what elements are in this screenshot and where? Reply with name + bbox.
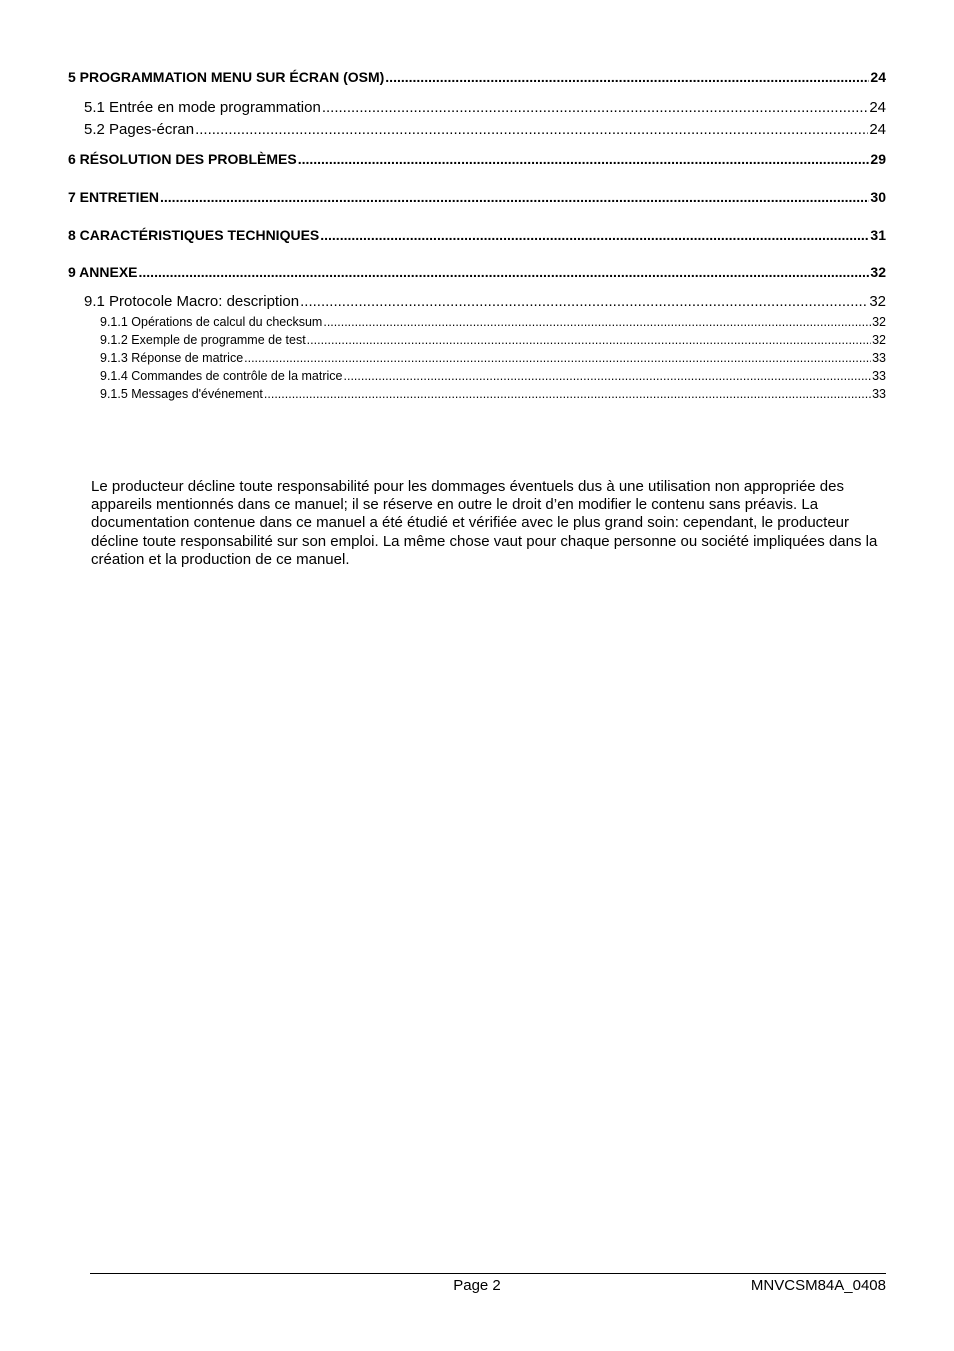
toc-entry-page: 31 [870,227,886,243]
toc-entry-subsection-9-1-5[interactable] [100,388,886,401]
toc-leader-dots [320,228,869,242]
toc-leader-dots [322,100,869,115]
toc-entry-title: 6 RÉSOLUTION DES PROBLÈMES [68,151,297,167]
toc-entry-chapter-9[interactable] [68,265,886,279]
toc-leader-dots [298,152,870,166]
toc-entry-page: 24 [870,69,886,85]
toc-entry-page: 33 [872,387,886,401]
toc-entry-section-5-1[interactable] [84,100,886,115]
toc-leader-dots [300,294,868,309]
toc-entry-chapter-5[interactable] [68,70,886,84]
toc-entry-title: 9.1 Protocole Macro: description [84,293,300,310]
toc-entry-page: 33 [872,369,886,383]
toc-leader-dots [264,388,871,401]
toc-entry-title: 7 ENTRETIEN [68,189,160,205]
toc-entry-chapter-7[interactable] [68,190,886,204]
toc-entry-subsection-9-1-2[interactable] [100,334,886,347]
toc-entry-page: 24 [869,99,886,116]
toc-entry-page: 32 [872,333,886,347]
toc-entry-page: 33 [872,351,886,365]
toc-leader-dots [385,70,869,84]
footer-document-code: MNVCSM84A_0408 [750,1277,886,1294]
toc-entry-subsection-9-1-1[interactable] [100,316,886,329]
footer-page-number: Page 2 [453,1277,501,1294]
toc-entry-title: 5.2 Pages-écran [84,121,195,138]
toc-entry-title: 8 CARACTÉRISTIQUES TECHNIQUES [68,227,320,243]
toc-entry-page: 32 [870,264,886,280]
toc-leader-dots [195,122,868,137]
toc-leader-dots [139,265,870,279]
toc-entry-chapter-8[interactable] [68,228,886,242]
toc-entry-title: 9.1.5 Messages d'événement [100,387,263,401]
toc-entry-page: 24 [869,121,886,138]
toc-entry-page: 30 [870,189,886,205]
toc-entry-subsection-9-1-4[interactable] [100,370,886,383]
toc-entry-title: 9.1.3 Réponse de matrice [100,351,244,365]
toc-entry-page: 32 [869,293,886,310]
toc-entry-page: 32 [872,315,886,329]
toc-leader-dots [160,190,869,204]
toc-entry-title: 9.1.2 Exemple de programme de test [100,333,306,347]
toc-entry-title: 5.1 Entrée en mode programmation [84,99,321,116]
toc-leader-dots [323,316,871,329]
footer-divider [90,1273,886,1274]
toc-entry-title: 9.1.1 Opérations de calcul du checksum [100,315,323,329]
toc-leader-dots [307,334,871,347]
toc-entry-chapter-6[interactable] [68,152,886,166]
toc-entry-section-5-2[interactable] [84,122,886,137]
toc-leader-dots [244,352,871,365]
disclaimer-paragraph: Le producteur décline toute responsabilité pour les dommages éventuels dus à une utilisation non appropriée des appareils mentionnés dans ce manuel; il se réserve en outre le droit d’en modifier le contenu sans préavis. La documentation contenue dans ce manuel a été étudié et vérifiée avec le plus grand soin: cependant, le producteur décline toute responsabilité sur son emploi. La même chose vaut pour chaque personne ou société impliquées dans la création et la production de ce manuel. [91,478,878,568]
toc-entry-title: 5 PROGRAMMATION MENU SUR ÉCRAN (OSM) [68,69,385,85]
toc-entry-page: 29 [870,151,886,167]
toc-leader-dots [344,370,872,383]
toc-entry-title: 9 ANNEXE [68,264,138,280]
toc-entry-section-9-1[interactable] [84,294,886,309]
toc-entry-title: 9.1.4 Commandes de contrôle de la matrice [100,369,343,383]
toc-entry-subsection-9-1-3[interactable] [100,352,886,365]
